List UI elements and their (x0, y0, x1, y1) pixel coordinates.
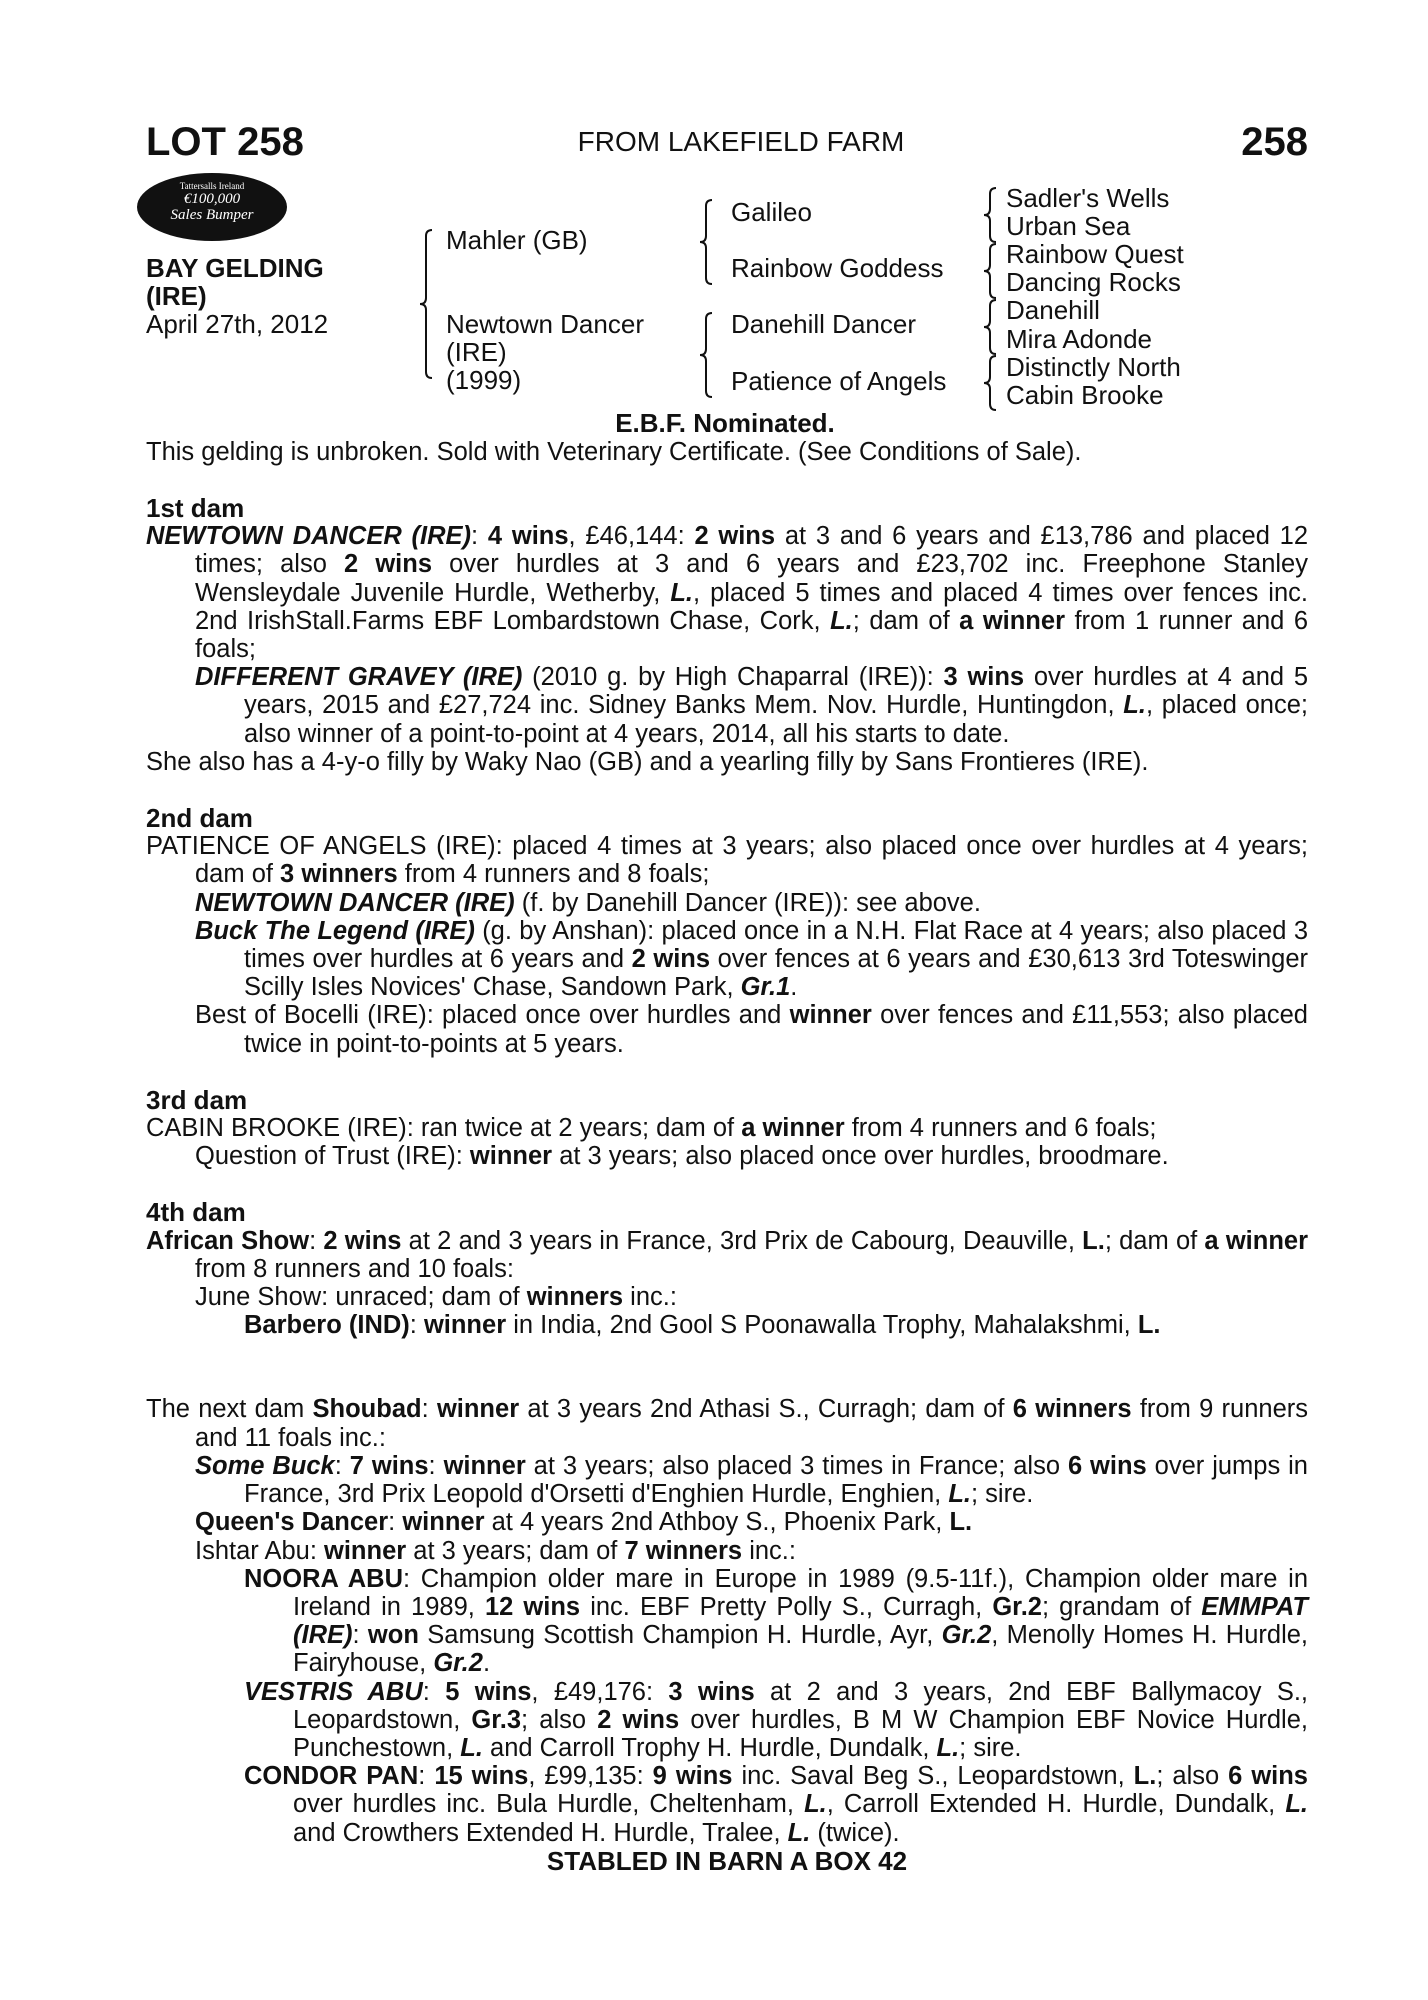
entry-emphasis: 2 wins (344, 550, 433, 579)
entry-text: , £99,135: (528, 1762, 653, 1791)
pedigree-entry (195, 1451, 1308, 1509)
entry-text: from 8 runners and 10 foals: (195, 1254, 514, 1283)
entry-emphasis: African Show (146, 1226, 310, 1255)
pedigree-entry (195, 1536, 1308, 1565)
dam-origin: (IRE) (446, 337, 507, 367)
pedigree-entry (146, 1395, 1308, 1452)
entry-text: (g. by Anshan): placed once in a N.H. Flat Race at 4 years; also placed 3 times over hurdles at 6 years and (244, 916, 1309, 974)
entry-text: at 3 and 6 years and £13,786 and placed 12 times; also (195, 522, 1309, 579)
entry-text: and Carroll Trophy H. Hurdle, Dundalk, (482, 1733, 937, 1762)
lot-number: 258 (1241, 120, 1308, 164)
entry-emphasis: L. (787, 1818, 811, 1847)
entry-emphasis: 5 wins (445, 1677, 532, 1706)
entry-text: over hurdles, B M W Champion EBF Novice Hurdle, Punchestown, (293, 1705, 1308, 1762)
dam-section (146, 1395, 1308, 1846)
great-grandparent: Cabin Brooke (1006, 380, 1164, 410)
entry-text: : (428, 1451, 444, 1480)
grandparent: Patience of Angels (731, 366, 947, 396)
entry-text: June Show: unraced; dam of (195, 1283, 527, 1312)
entry-emphasis: winner (423, 1311, 507, 1340)
entry-text: : (334, 1451, 350, 1480)
logo-race: Sales Bumper (170, 207, 254, 223)
entry-emphasis: Gr.1 (740, 973, 791, 1002)
entry-emphasis: Gr.3 (471, 1705, 522, 1734)
entry-emphasis: L. (460, 1733, 483, 1762)
entry-text: . (790, 973, 798, 1002)
great-grandparent: Distinctly North (1006, 352, 1181, 382)
entry-emphasis: a winner (741, 1114, 845, 1143)
entry-text: in India, 2nd Gool S Poonawalla Trophy, Mahalakshmi, (506, 1311, 1138, 1340)
dam-year: (1999) (446, 365, 522, 395)
entry-emphasis: winner (324, 1536, 407, 1565)
pedigree-entry (195, 1283, 1308, 1312)
entry-emphasis: Buck The Legend (IRE) (195, 916, 475, 945)
entry-text: from 4 runners and 8 foals; (397, 860, 710, 889)
entry-text: ; dam of (1104, 1226, 1205, 1255)
entry-text: from 1 runner and 6 foals; (195, 606, 1309, 664)
entry-emphasis: a winner (959, 606, 1065, 635)
pedigree-entry (146, 747, 1308, 776)
entry-emphasis: 7 winners (624, 1536, 743, 1565)
entry-emphasis: L. (1082, 1226, 1105, 1255)
entry-emphasis: Some Buck (195, 1451, 335, 1480)
dam-section (146, 494, 1308, 776)
entry-emphasis: winner (443, 1451, 526, 1480)
entry-emphasis: 12 wins (484, 1592, 581, 1621)
entry-text: Best of Bocelli (IRE): placed once over hurdles and (195, 1001, 790, 1030)
entry-text: The next dam (146, 1395, 313, 1424)
entry-emphasis: winner (436, 1395, 520, 1424)
pedigree-entry (146, 1226, 1308, 1283)
entry-emphasis: L. (948, 1480, 971, 1509)
entry-text: ; sire. (959, 1733, 1022, 1762)
entry-text: over fences and £11,553; also placed twice in point-to-points at 5 years. (244, 1001, 1308, 1058)
entry-emphasis: L. (936, 1733, 960, 1762)
entry-emphasis: 3 wins (668, 1677, 755, 1706)
pedigree-entry (195, 916, 1309, 1002)
entry-emphasis: L. (1133, 1762, 1157, 1791)
entry-text: : (418, 1762, 435, 1791)
entry-text: over hurdles at 4 and 5 years, 2015 and £27,724 inc. Sidney Banks Mem. Nov. Hurdle, Huntingdon, (244, 663, 1308, 720)
entry-emphasis: L. (804, 1790, 827, 1819)
logo-brand: Tattersalls Ireland (179, 181, 245, 191)
entry-emphasis: winners (526, 1283, 624, 1312)
entry-emphasis: 2 wins (631, 945, 711, 974)
pedigree-dam (446, 310, 644, 394)
pedigree-entry (244, 1564, 1308, 1678)
dam-sections (146, 494, 1308, 1847)
entry-text: : (421, 1395, 437, 1424)
entry-emphasis: Gr.2 (941, 1621, 992, 1650)
entry-text: : (471, 522, 488, 551)
great-grandparent: Mira Adonde (1006, 324, 1152, 354)
lot-title: LOT 258 (146, 120, 304, 164)
entry-text: at 3 years; also placed once over hurdles, broodmare. (552, 1142, 1169, 1171)
entry-text: at 3 years; also placed 3 times in France; also (525, 1451, 1068, 1480)
pedigree-entry (195, 1001, 1308, 1058)
foaling-date: April 27th, 2012 (146, 309, 329, 339)
dam-section (146, 1198, 1308, 1339)
entry-emphasis: 3 winners (280, 860, 398, 889)
entry-emphasis: CONDOR PAN (244, 1762, 419, 1791)
pedigree-entry (146, 1114, 1308, 1143)
entry-text: over jumps in France, 3rd Prix Leopold d'Orsetti d'Enghien Hurdle, Enghien, (244, 1451, 1308, 1509)
entry-text: at 4 years 2nd Athboy S., Phoenix Park, (484, 1508, 950, 1537)
entry-text: ; also (521, 1705, 598, 1734)
entry-text: inc. Saval Beg S., Leopardstown, (732, 1762, 1134, 1791)
entry-text: ; also (1156, 1762, 1229, 1791)
pedigree-entry (146, 832, 1308, 889)
entry-emphasis: L. (1137, 1311, 1161, 1340)
pedigree-entry (146, 522, 1309, 664)
entry-text: : (309, 1226, 324, 1255)
horse-origin: (IRE) (146, 281, 207, 311)
entry-text: . (482, 1649, 491, 1678)
dam-name: Newtown Dancer (446, 309, 644, 339)
sale-conditions-note: This gelding is unbroken. Sold with Veterinary Certificate. (See Conditions of Sale). (146, 438, 1082, 466)
entry-text: Ishtar Abu: (195, 1536, 324, 1565)
entry-text: over hurdles inc. Bula Hurdle, Cheltenham, (293, 1790, 805, 1819)
entry-text: , placed 5 times and placed 4 times over fences inc. 2nd IrishStall.Farms EBF Lombardstown Chase, Cork, (195, 578, 1308, 635)
entry-emphasis: NOORA ABU (244, 1564, 403, 1593)
entry-text: at 2 and 3 years in France, 3rd Prix de Cabourg, Deauville, (401, 1226, 1083, 1255)
entry-emphasis: L. (1285, 1790, 1308, 1819)
entry-text: over hurdles at 3 and 6 years and £23,702 inc. Freephone Stanley Wensleydale Juvenile Hurdle, Wetherby, (195, 550, 1308, 607)
entry-emphasis: winner (402, 1508, 485, 1537)
pedigree-sire: Mahler (GB) (446, 225, 588, 255)
great-grandparent: Sadler's Wells (1006, 183, 1170, 213)
entry-text: from 4 runners and 6 foals; (844, 1114, 1157, 1143)
entry-text: (twice). (810, 1818, 900, 1847)
entry-emphasis: 9 wins (652, 1762, 733, 1791)
pedigree-bracket (984, 356, 996, 410)
entry-text: over fences at 6 years and £30,613 3rd Toteswinger Scilly Isles Novices' Chase, Sandown Park, (244, 945, 1308, 1002)
great-grandparent: Dancing Rocks (1006, 267, 1181, 297)
entry-emphasis: NEWTOWN DANCER (IRE) (146, 522, 472, 551)
logo-amount: €100,000 (183, 191, 241, 207)
grandparent: Danehill Dancer (731, 309, 916, 339)
entry-text: (2010 g. by High Chaparral (IRE)): (522, 663, 944, 692)
catalogue-body (146, 494, 1308, 1875)
entry-emphasis: L. (670, 578, 693, 607)
entry-emphasis: 6 wins (1067, 1451, 1147, 1480)
entry-text: (f. by Danehill Dancer (IRE)): see above. (514, 888, 981, 917)
entry-emphasis: Queen's Dancer (195, 1508, 389, 1537)
grandparent: Rainbow Goddess (731, 253, 944, 283)
entry-text: inc. EBF Pretty Polly S., Curragh, (580, 1592, 993, 1621)
entry-emphasis: Gr.2 (433, 1649, 483, 1678)
pedigree-brackets (0, 0, 1428, 420)
section-heading: 2nd dam (146, 803, 253, 834)
entry-text: Samsung Scottish Champion H. Hurdle, Ayr, (418, 1621, 942, 1650)
entry-text: , placed once; also winner of a point-to-point at 4 years, 2014, all his starts to date. (244, 691, 1308, 748)
entry-text: , Carroll Extended H. Hurdle, Dundalk, (826, 1790, 1286, 1819)
entry-text: Question of Trust (IRE): (195, 1142, 470, 1171)
dam-section (146, 804, 1308, 1058)
horse-type: BAY GELDING (146, 253, 324, 283)
entry-emphasis: 6 winners (1012, 1395, 1132, 1424)
entry-emphasis: VESTRIS ABU (244, 1677, 423, 1706)
entry-text: CABIN BROOKE (IRE): ran twice at 2 years; dam of (146, 1114, 742, 1143)
entry-text: : Champion older mare in Europe in 1989 (9.5-11f.), Champion older mare in Ireland in 1989, (293, 1564, 1308, 1621)
entry-text: and Crowthers Extended H. Hurdle, Tralee, (293, 1818, 788, 1847)
entry-emphasis: a winner (1204, 1226, 1308, 1255)
entry-text: inc.: (623, 1283, 677, 1312)
pedigree-bracket (984, 244, 996, 298)
entry-emphasis: DIFFERENT GRAVEY (IRE) (195, 663, 523, 692)
entry-emphasis: winner (469, 1142, 553, 1171)
entry-emphasis: 3 wins (943, 663, 1025, 692)
entry-text: ; sire. (970, 1480, 1034, 1509)
grandparent: Galileo (731, 197, 812, 227)
entry-text: , £49,176: (531, 1677, 669, 1706)
entry-emphasis: winner (789, 1001, 872, 1030)
entry-text: ; dam of (852, 606, 960, 635)
entry-text: inc.: (742, 1536, 796, 1565)
pedigree-entry (244, 1762, 1308, 1847)
entry-text: : (409, 1311, 424, 1340)
great-grandparent: Rainbow Quest (1006, 239, 1184, 269)
entry-emphasis: NEWTOWN DANCER (IRE) (195, 888, 515, 917)
pedigree-bracket (700, 200, 712, 284)
pedigree-entry (195, 1142, 1308, 1171)
entry-text: PATIENCE OF ANGELS (IRE): placed 4 times at 3 years; also placed once over hurdles at 4 years; dam of (146, 832, 1308, 889)
entry-text: , Menolly Homes H. Hurdle, Fairyhouse, (293, 1621, 1308, 1678)
entry-text: at 3 years; dam of (406, 1536, 625, 1565)
pedigree-entry (195, 888, 1308, 917)
entry-emphasis: 2 wins (323, 1226, 402, 1255)
pedigree-bracket (984, 188, 996, 242)
ebf-nominated: E.B.F. Nominated. (615, 408, 835, 438)
pedigree-bracket (984, 300, 996, 354)
entry-text: at 3 years 2nd Athasi S., Curragh; dam of (519, 1395, 1013, 1424)
pedigree-bracket (420, 230, 432, 378)
section-heading: 4th dam (146, 1197, 246, 1228)
entry-emphasis: 6 wins (1228, 1762, 1308, 1791)
entry-text: at 2 and 3 years, 2nd EBF Ballymacoy S., Leopardstown, (293, 1677, 1308, 1734)
pedigree-entry (244, 1311, 1308, 1340)
entry-emphasis: 4 wins (487, 522, 569, 551)
entry-emphasis: L. (1123, 691, 1146, 720)
entry-text: : (388, 1508, 403, 1537)
entry-text: : (422, 1677, 446, 1706)
entry-text: , £46,144: (568, 522, 695, 551)
entry-emphasis: 15 wins (434, 1762, 529, 1791)
great-grandparent: Danehill (1006, 295, 1100, 325)
great-grandparent: Urban Sea (1006, 211, 1131, 241)
entry-emphasis: Gr.2 (992, 1592, 1042, 1621)
entry-text: from 9 runners and 11 foals inc.: (195, 1395, 1308, 1452)
entry-emphasis: 7 wins (349, 1451, 429, 1480)
entry-emphasis: L. (830, 606, 853, 635)
consignor: FROM LAKEFIELD FARM (577, 126, 905, 157)
section-heading: 1st dam (146, 493, 245, 523)
pedigree-entry (244, 1677, 1308, 1763)
pedigree-bracket (700, 313, 712, 397)
section-heading: 3rd dam (146, 1084, 248, 1115)
entry-emphasis: 2 wins (597, 1705, 680, 1734)
entry-text: ; grandam of (1041, 1592, 1202, 1621)
stabling-info: STABLED IN BARN A BOX 42 (546, 1845, 908, 1876)
entry-text: She also has a 4-y-o filly by Waky Nao (GB) and a yearling filly by Sans Frontieres (IRE). (146, 747, 1149, 776)
entry-text: : (352, 1621, 368, 1650)
pedigree-entry (195, 1508, 1308, 1537)
pedigree-entry (195, 663, 1308, 748)
entry-emphasis: won (367, 1621, 419, 1650)
entry-emphasis: L. (949, 1508, 973, 1537)
entry-emphasis: Shoubad (312, 1395, 422, 1424)
entry-emphasis: 2 wins (694, 522, 776, 551)
entry-emphasis: Barbero (IND) (244, 1311, 410, 1340)
entry-emphasis: EMMPAT (IRE) (293, 1592, 1308, 1650)
dam-section (146, 1086, 1308, 1171)
